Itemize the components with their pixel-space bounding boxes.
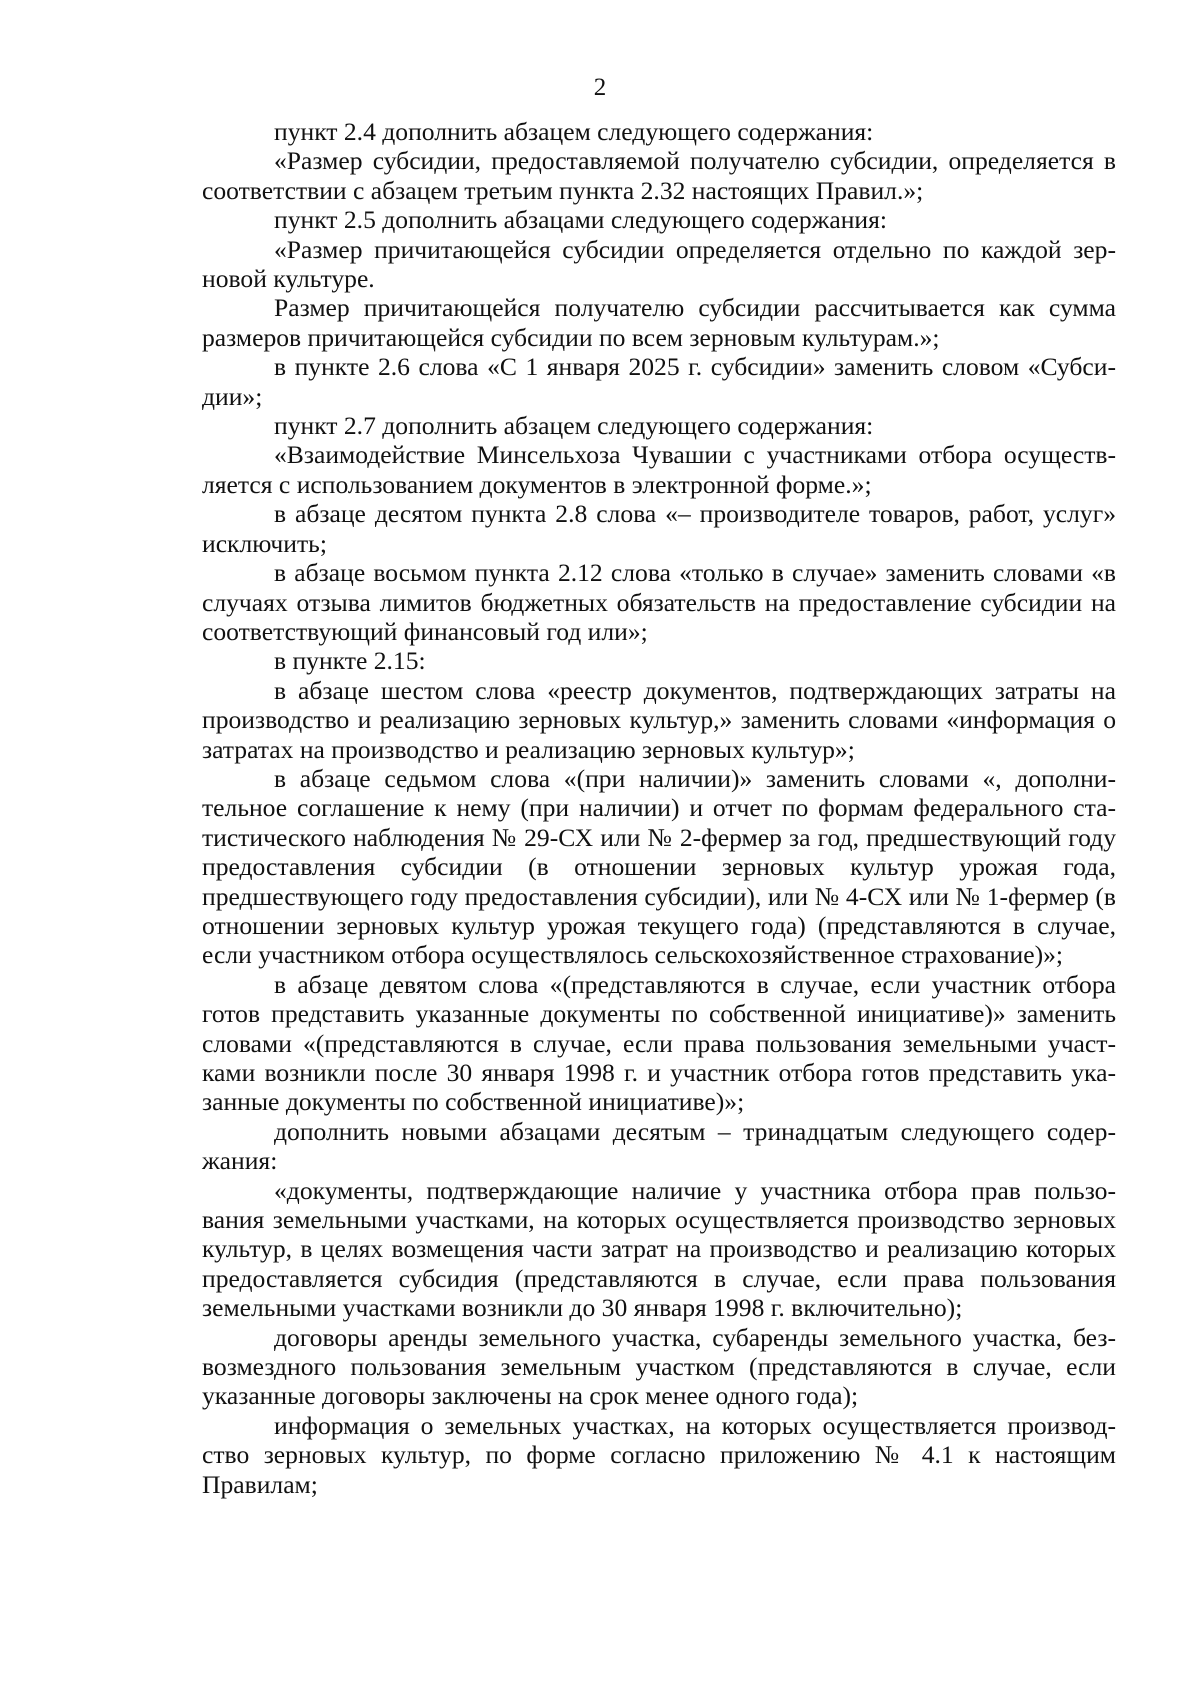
paragraph-9: в абзаце десятом пункта 2.8 слова «– производителе товаров, работ, услуг» исключить;	[202, 499, 1116, 558]
paragraph-12: в абзаце шестом слова «реестр документов, подтверждающих затраты на производство и реализацию зерновых культур,» заменить словами «информация о затратах на производство и реализацию зерновых культур»;	[202, 675, 1116, 764]
paragraph-13: в абзаце седьмом слова «(при наличии)» заменить словами «, дополнительное соглашение к нему (при наличии) и отчет по формам федерального статистического наблюдения № 29-СХ или № 2-фермер за год, предшествующий году предоставления субсидии (в отношении зерновых культур урожая года, предшествующего году предоставления субсидии), или № 4-СХ или № 1-фермер (в отношении зерновых культур урожая текущего года) (представляются в случае, если участником отбора осуществлялось сельскохозяйственное страхование)»;	[202, 763, 1116, 970]
document-body	[202, 117, 1116, 1499]
paragraph-7: пункт 2.7 дополнить абзацем следующего содержания:	[274, 411, 874, 441]
paragraph-15: дополнить новыми абзацами десятым – тринадцатым следующего содержания:	[202, 1116, 1116, 1176]
paragraph-8: «Взаимодействие Минсельхоза Чувашии с участниками отбора осуществляется с использованием документов в электронной форме.»;	[202, 440, 1116, 499]
paragraph-1: пункт 2.4 дополнить абзацем следующего содержания:	[274, 117, 874, 146]
paragraph-11: в пункте 2.15:	[274, 646, 426, 676]
paragraph-6: в пункте 2.6 слова «С 1 января 2025 г. субсидии» заменить словом «Субсидии»;	[202, 352, 1116, 411]
paragraph-17: договоры аренды земельного участка, субаренды земельного участка, безвозмездного пользования земельным участком (представляются в случае, если указанные договоры заключены на срок менее одного года);	[202, 1322, 1116, 1411]
paragraph-5: Размер причитающейся получателю субсидии рассчитывается как сумма размеров причитающейся субсидии по всем зерновым культурам.»;	[202, 293, 1116, 352]
paragraph-16: «документы, подтверждающие наличие у участника отбора прав пользования земельными участками, на которых осуществляется производство зерновых культур, в целях возмещения части затрат на производство и реализацию которых предоставляется субсидия (представляются в случае, если права пользования земельными участками возникли до 30 января 1998 г. включительно);	[202, 1175, 1116, 1323]
paragraph-3: пункт 2.5 дополнить абзацами следующего содержания:	[274, 205, 887, 235]
paragraph-4: «Размер причитающейся субсидии определяется отдельно по каждой зерновой культуре.	[202, 234, 1116, 294]
page-number: 2	[593, 74, 607, 101]
paragraph-2: «Размер субсидии, предоставляемой получателю субсидии, определяется в соответствии с абзацем третьим пункта 2.32 настоящих Правил.»;	[202, 146, 1116, 205]
paragraph-18: информация о земельных участках, на которых осуществляется производство зерновых культур, по форме согласно приложению № 4.1 к настоящим Правилам;	[202, 1410, 1116, 1499]
paragraph-14: в абзаце девятом слова «(представляются в случае, если участник отбора готов представить указанные документы по собственной инициативе)» заменить словами «(представляются в случае, если права пользования земельными участками возникли после 30 января 1998 г. и участник отбора готов представить указанные документы по собственной инициативе)»;	[202, 969, 1116, 1117]
paragraph-10: в абзаце восьмом пункта 2.12 слова «только в случае» заменить словами «в случаях отзыва лимитов бюджетных обязательств на предоставление субсидии на соответствующий финансовый год или»;	[202, 558, 1116, 646]
